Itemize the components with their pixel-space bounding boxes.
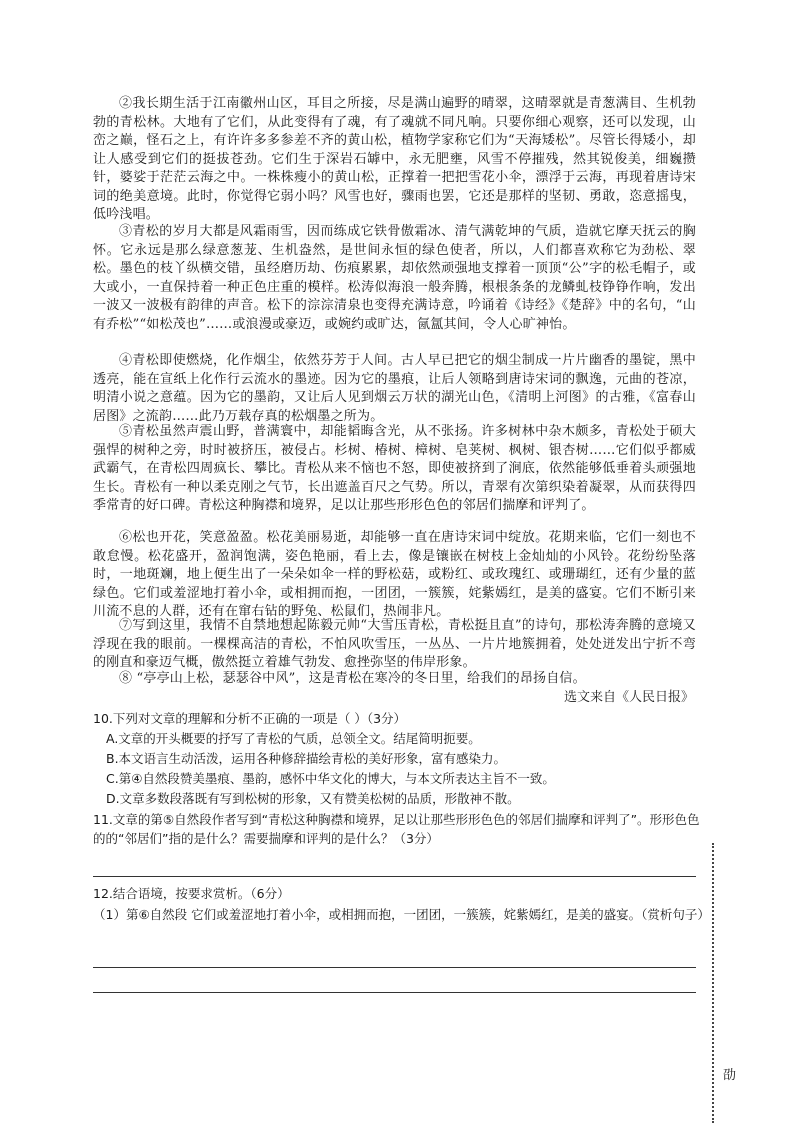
- question-10-option-d: D.文章多数段落既有写到松树的形象，又有赞美松树的品质，形散神不散。: [106, 791, 520, 806]
- question-10-stem: 10.下列对文章的理解和分析不正确的一项是（ ）（3分）: [93, 711, 407, 726]
- binding-margin-character: 劭: [723, 1068, 737, 1083]
- paragraph-2: ②我长期生活于江南徽州山区，耳目之所接，尽是满山遍野的晴翠，这晴翠就是青葱满目、生机勃勃的青松林。大地有了它们，从此变得有了魂，有了魂就不同凡响。只要你细心观察，还可以发现，山峦之巅，怪石之上，有许许多多参差不齐的黄山松，植物学家称它们为“天海矮松”。尽管长得矮小，却让人感受到它们的挺拔苍劲。它们生于深岩石罅中，永无肥壅，风雪不停摧残，然其锐俊美，细巍攒针，婆娑于茫茫云海之中。一株株瘦小的黄山松，正撑着一把把雪花小伞，漂浮于云海，再现着唐诗宋词的绝美意境。此时，你觉得它弱小吗？风雪也好，骤雨也罢，它还是那样的坚韧、勇敢，恣意摇曳，低吟浅唱。: [93, 96, 696, 222]
- paragraph-8: ⑧ “亭亭山上松，瑟瑟谷中风”，这是青松在寒冷的冬日里，给我们的昂扬自信。: [119, 671, 586, 686]
- paragraph-4: ④青松即使燃烧，化作烟尘，依然芬芳于人间。古人早已把它的烟尘制成一片片幽香的墨锭，黑中透亮，能在宣纸上化作行云流水的墨迹。因为它的墨痕，让后人领略到唐诗宋词的飘逸，元曲的苍凉，明清小说之意蕴。因为它的墨韵，又让后人见到烟云万状的湖光山色，《清明上河图》的古雅，《富春山居图》之流韵……此乃万载存真的松烟墨之所为。: [93, 353, 696, 424]
- paragraph-6: ⑥松也开花，笑意盈盈。松花美丽易逝，却能够一直在唐诗宋词中绽放。花期来临，它们一刻也不敢怠慢。松花盛开，盈润饱满，姿色艳丽，看上去，像是镶嵌在树枝上金灿灿的小风铃。花纷纷坠落时，一地斑斓，地上便生出了一朵朵如伞一样的野松菇，或粉红、或玫瑰红、或珊瑚红，还有少量的蓝绿色。它们或羞涩地打着小伞，或相拥而抱，一团团，一簇簇，姹紫嫣红，是美的盛宴。它们不断引来川流不息的人群，还有在窜右钻的野兔、松鼠们，热闹非凡。: [93, 530, 696, 619]
- answer-line-11[interactable]: [93, 876, 696, 877]
- question-12-sub-1: （1）第⑥自然段 它们或羞涩地打着小伞，或相拥而抱，一团团，一簇簇，姹紫嫣红，是美的盛宴。（赏析句子）: [93, 907, 710, 922]
- paragraph-3: ③青松的岁月大都是风霜雨雪，因而练成它铁骨傲霜冰、清气满乾坤的气质，造就它摩天抚云的胸怀。它永远是那么绿意葱茏、生机盎然，是世间永恒的绿色使者，所以，人们都喜欢称它为劲松、翠松。墨色的枝丫纵横交错，虽经磨历劫、伤痕累累，却依然顽强地支撑着一顶顶“公”字的松毛帽子，或大或小，一直保持着一种正色庄重的模样。松涛似海浪一般奔腾，根根条条的龙鳞虬枝铮铮作响，发出一波又一波极有韵律的声音。松下的淙淙清泉也变得充满诗意，吟诵着《诗经》《楚辞》中的名句，“山有乔松”“如松茂也”……或浪漫或豪迈，或婉约或旷达，氤氲其间，令人心旷神怡。: [93, 224, 696, 332]
- binding-dotted-line: [712, 843, 714, 1123]
- question-11-stem: 11.文章的第⑤自然段作者写到“青松这种胸襟和境界，足以让那些形形色色的邻居们揣摩和评判了”。形形色色的的“邻居们”指的是什么？需要揣摩和评判的是什么？（3分）: [93, 812, 700, 846]
- answer-line-12-b[interactable]: [93, 992, 696, 993]
- answer-line-12-a[interactable]: [93, 967, 696, 968]
- paragraph-7: ⑦写到这里，我情不自禁地想起陈毅元帅“大雪压青松，青松挺且直”的诗句，那松涛奔腾的意境又浮现在我的眼前。一棵棵高洁的青松，不怕风吹雪压，一丛丛、一片片地簇拥着，处处迸发出宁折不弯的刚直和豪迈气概，傲然挺立着雄气勃发、愈挫弥坚的伟岸形象。: [93, 618, 696, 670]
- article-source: 选文来自《人民日报》: [563, 690, 694, 705]
- paragraph-5: ⑤青松虽然声震山野，普满寰中，却能韬晦含光，从不张扬。许多树林中杂木颇多，青松处于硕大强悍的树种之旁，时时被挤压，被侵占。杉树、椿树、樟树、皂荚树、枫树、银杏树……它们似乎都威武霸气，在青松四周疯长、攀比。青松从来不恼也不怒，即使被挤到了涧底，依然能够低垂着头顽强地生长。青松有一种以柔克刚之气节，长出遮盖百尺之气势。所以，青翠有次第织染着凝翠，从而获得四季常青的好口碑。青松这种胸襟和境界，足以让那些形形色色的邻居们揣摩和评判了。: [93, 424, 696, 513]
- question-10-option-b: B.本文语言生动活泼，运用各种修辞描绘青松的美好形象，富有感染力。: [106, 751, 507, 766]
- question-10-option-c: C.第④自然段赞美墨痕、墨韵，感怀中华文化的博大，与本文所表达主旨不一致。: [106, 771, 555, 786]
- question-12-stem: 12.结合语境，按要求赏析。（6分）: [93, 886, 290, 901]
- question-10-option-a: A.文章的开头概要的抒写了青松的气质，总领全文。结尾简明扼要。: [106, 731, 481, 746]
